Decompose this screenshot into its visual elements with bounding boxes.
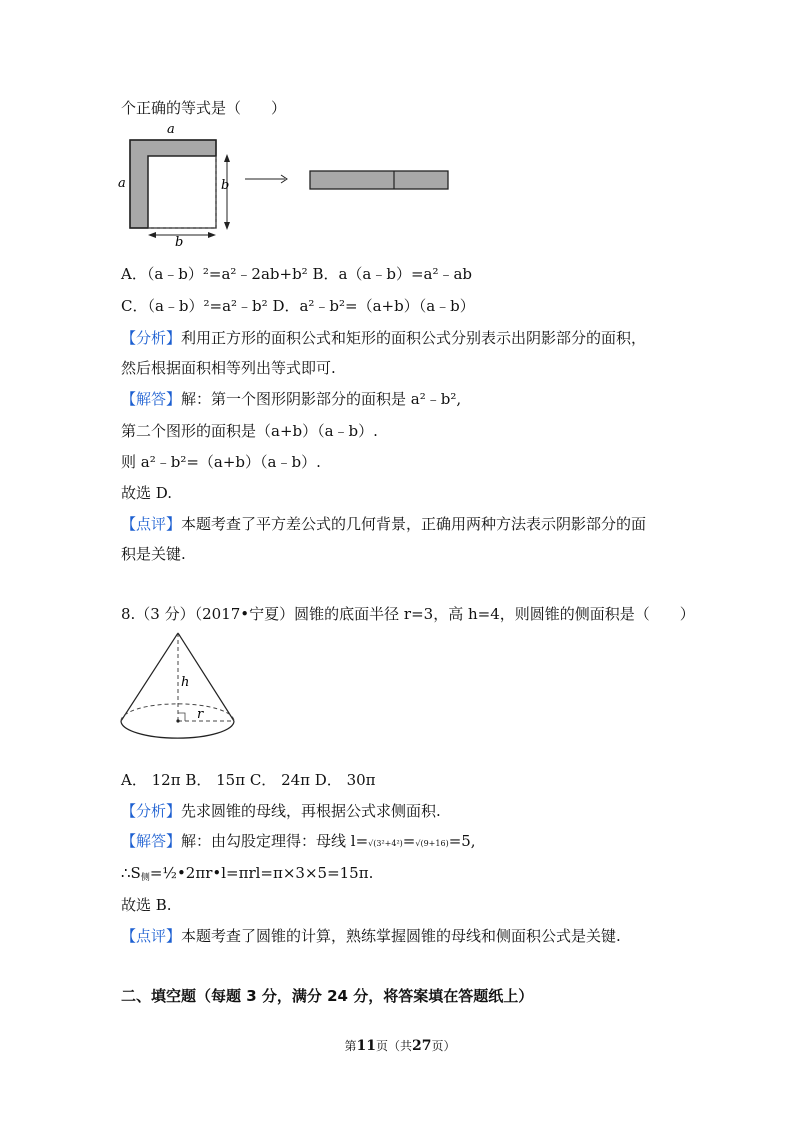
- q8-solution: 【解答】解：由勾股定理得：母线 l=√(3²+4²)=√(9+16)=5,: [121, 832, 476, 850]
- shaded-l-region: [130, 140, 216, 228]
- q8-solution-line2: $\therefore S_侧=\frac{1}{2}•2\pi r•l=\pi rl=\pi\times 3\times 5=15\pi$.: [121, 864, 374, 883]
- q7-comment-cont: 积是关键.: [121, 545, 186, 563]
- cone-figure: [117, 630, 242, 750]
- label-h: h: [181, 675, 190, 690]
- q7-solution: 【解答】解：第一个图形阴影部分的面积是 a²﹣b²,: [121, 390, 462, 408]
- q7-options-line2: C．（a﹣b）²=a²﹣b² D．a²﹣b²=（a+b）（a﹣b）: [121, 297, 475, 315]
- solution-tag: 【解答】: [121, 390, 182, 408]
- analysis-tag: 【分析】: [121, 802, 182, 820]
- q7-analysis: 【分析】利用正方形的面积公式和矩形的面积公式分别表示出阴影部分的面积，: [121, 329, 647, 347]
- comment-tag: 【点评】: [121, 515, 182, 533]
- q8-solution-line3: 故选 B.: [121, 896, 172, 914]
- page-footer: 第11页（共27页）: [344, 1038, 456, 1054]
- section-heading-fill-in: 二、填空题（每题 3 分，满分 24 分，将答案填在答题纸上）: [121, 987, 534, 1005]
- q8-options: A． 12π B． 15π C． 24π D． 30π: [121, 771, 376, 789]
- q7-solution-line2: 第二个图形的面积是（a+b）（a﹣b）.: [121, 422, 378, 440]
- comment-tag: 【点评】: [121, 927, 182, 945]
- q7-intro: 个正确的等式是（ ）: [121, 99, 287, 117]
- q7-solution-line3: 则 a²﹣b²=（a+b）（a﹣b）.: [121, 453, 321, 471]
- label-r: r: [197, 707, 204, 722]
- q8-stem: 8.（3 分）（2017•宁夏）圆锥的底面半径 r=3，高 h=4，则圆锥的侧面积是（ ）: [121, 605, 695, 623]
- sqrt-expression-1: √(3²+4²): [368, 839, 403, 848]
- result-rectangle: [310, 171, 448, 189]
- q8-analysis: 【分析】先求圆锥的母线，再根据公式求侧面积.: [121, 802, 441, 820]
- label-b-right: b: [221, 178, 230, 193]
- analysis-tag: 【分析】: [121, 329, 182, 347]
- square-rectangle-figure: [115, 118, 460, 248]
- q7-analysis-cont: 然后根据面积相等列出等式即可.: [121, 359, 336, 377]
- label-b-bottom: b: [175, 235, 184, 248]
- label-a-top: a: [167, 122, 175, 137]
- label-a-left: a: [118, 176, 126, 191]
- sqrt-expression-2: √(9+16): [415, 839, 449, 848]
- q7-comment: 【点评】本题考查了平方差公式的几何背景，正确用两种方法表示阴影部分的面: [121, 515, 647, 533]
- q7-options-line1: A．（a﹣b）²=a²﹣2ab+b² B．a（a﹣b）=a²﹣ab: [121, 265, 473, 283]
- q8-comment: 【点评】本题考查了圆锥的计算，熟练掌握圆锥的母线和侧面积公式是关键.: [121, 927, 621, 945]
- solution-tag: 【解答】: [121, 832, 182, 850]
- q7-solution-line4: 故选 D.: [121, 484, 173, 502]
